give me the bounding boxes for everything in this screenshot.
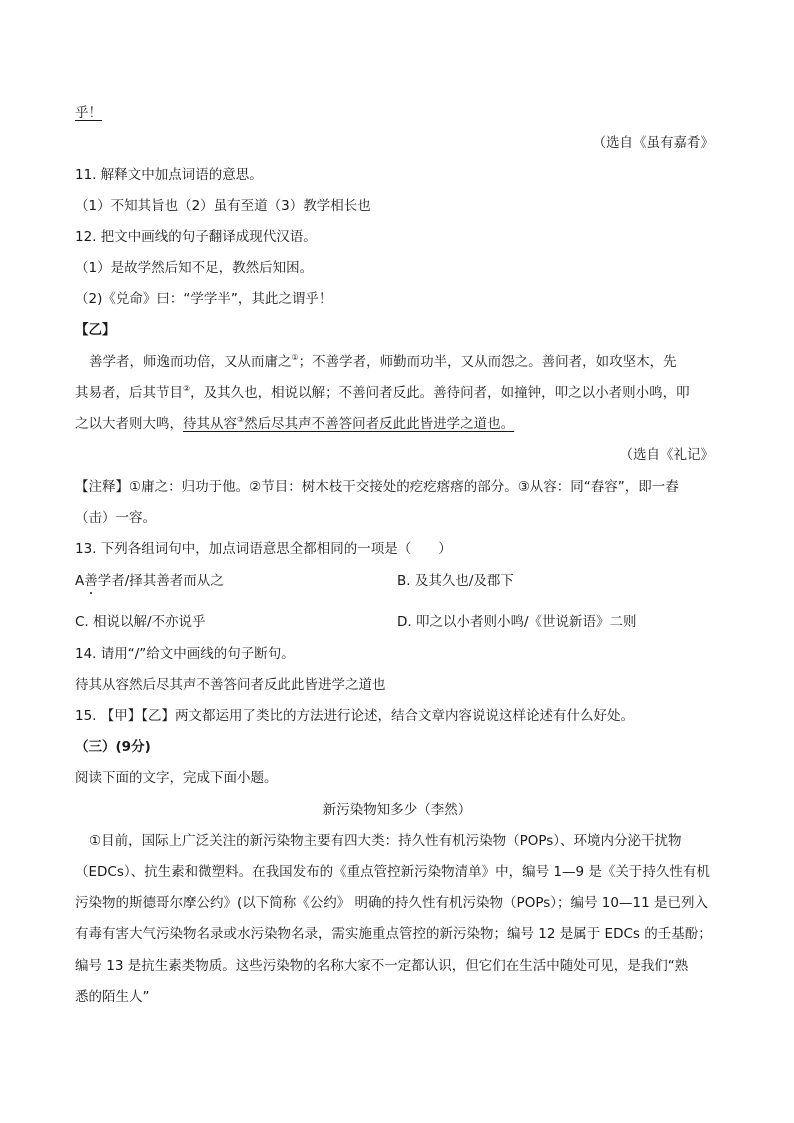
- q15-stem: 15. 【甲】【乙】两文都运用了类比的方法进行论述，结合文章内容说说这样论述有什么好处。: [75, 708, 635, 724]
- article-paragraph-line: 悉的陌生人”: [75, 989, 150, 1005]
- passage-yi-line1: [89, 353, 677, 371]
- q14-sentence: 待其从容然后尽其声不善答问者反此此皆进学之道也: [75, 677, 386, 693]
- passage-yi-text: 之以大者则大鸣，: [75, 416, 183, 432]
- footnote-ref-3: ③: [237, 415, 245, 424]
- q13-stem: 13. 下列各组词句中，加点词语意思全都相同的一项是（ ）: [75, 541, 452, 557]
- q13-option-b: B. 及其久也/及郡下: [397, 573, 514, 589]
- q13-option-c: C. 相说以解/不亦说乎: [75, 614, 206, 630]
- passage-yi-line3: [75, 415, 514, 433]
- q12-item2: （2)《兑命》曰：“学学半”，其此之谓乎！: [75, 291, 333, 307]
- section3-instruction: 阅读下面的文字，完成下面小题。: [75, 770, 278, 786]
- article-paragraph-line: ①目前，国际上广泛关注的新污染物主要有四大类：持久性有机污染物（POPs）、环境内分泌干扰物: [89, 833, 682, 849]
- source-yi: （选自《礼记》: [619, 447, 714, 463]
- q12-stem: 12. 把文中画线的句子翻译成现代汉语。: [75, 229, 317, 245]
- article-paragraph-line: 编号 13 是抗生素类物质。这些污染物的名称大家不一定都认识，但它们在生活中随处可见，是我们“熟: [75, 958, 689, 974]
- source-jia: （选自《虽有嘉肴》: [592, 135, 714, 151]
- passage-yi-text: 善学者，师逸而功倍，又从而庸之: [89, 354, 292, 370]
- q13-option-d: D. 叩之以小者则小鸣/《世说新语》二则: [397, 614, 637, 630]
- article-paragraph-line: （EDCs）、抗生素和微塑料。在我国发布的《重点管控新污染物清单》中，编号 1—9 是《关于持久性有机: [75, 864, 710, 880]
- footnote-ref-2: ②: [183, 384, 191, 393]
- passage-jia-end: [75, 104, 102, 122]
- q11-stem: 11. 解释文中加点词语的意思。: [75, 167, 263, 183]
- option-letter: A: [75, 573, 85, 589]
- q12-item1: （1）是故学然后知不足，教然后知困。: [75, 260, 314, 276]
- passage-yi-text: 其易者，后其节目: [75, 385, 183, 401]
- yi-label: 【乙】: [75, 322, 116, 338]
- notes-line1: 【注释】①庸之：归功于他。②节目：树木枝干交接处的疙疙瘩瘩的部分。③从容：同“舂容”，即一舂: [75, 479, 679, 495]
- article-paragraph-line: 污染物的斯德哥尔摩公约》(以下简称《公约》 明确的持久性有机污染物（POPs）；编号 10—11 是已列入: [75, 895, 708, 911]
- underlined-sentence: [183, 416, 514, 432]
- article-paragraph-line: 有毒有害大气污染物名录或水污染物名录，需实施重点管控的新污染物；编号 12 是属于 EDCs 的壬基酚；: [75, 926, 712, 942]
- passage-yi-text: ；不善学者，师勤而功半，又从而怨之。善问者，如攻坚木，先: [298, 354, 677, 370]
- passage-yi-text: ，及其久也，相说以解；不善问者反此。善待问者，如撞钟，叩之以小者则小鸣，叩: [190, 385, 690, 401]
- underlined-text: 乎！: [75, 105, 102, 121]
- section3-heading: （三）(9分): [75, 739, 151, 755]
- article-title: 新污染物知多少（李然）: [322, 802, 472, 818]
- q13-option-a: [75, 572, 224, 590]
- underlined-part: 然后尽其声不善答问者反此此皆进学之道也。: [244, 416, 515, 432]
- option-text: 学者/择其善者而从之: [97, 573, 224, 589]
- passage-yi-line2: [75, 384, 690, 402]
- q14-stem: 14. 请用“/”给文中画线的句子断句。: [75, 646, 295, 662]
- emphasis-dot-char: 善: [84, 573, 98, 589]
- underlined-part: 待其从容: [183, 416, 237, 432]
- notes-line2: （击）一容。: [75, 510, 156, 526]
- footnote-ref-1: ①: [291, 353, 299, 362]
- q11-items: （1）不知其旨也（2）虽有至道（3）教学相长也: [75, 198, 371, 214]
